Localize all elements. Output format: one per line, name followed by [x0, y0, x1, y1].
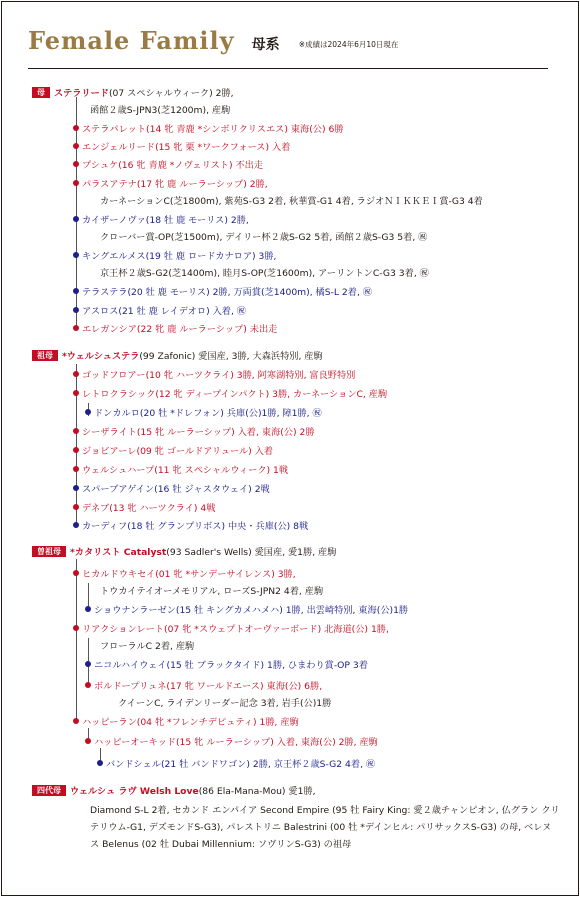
colt-dot-icon: [85, 606, 91, 612]
colt-dot-icon: [85, 409, 91, 415]
list-item-detail: フローラルC 2着, 産駒: [100, 641, 195, 652]
granddam-info: (99 Zafonic) 愛国産, 3勝, 大森浜特別, 産駒: [139, 351, 323, 362]
fourth-dam-row: [32, 785, 316, 798]
dam-row: [32, 87, 234, 100]
list-item: リアクションレート(07 牝 *スウェプトオーヴァーボード) 北海道(公) 1勝,: [73, 623, 389, 636]
granddam-row: [32, 350, 323, 363]
list-item: ニコルハイウェイ(15 牡 ブラックタイド) 1勝, ひまわり賞-OP 3着: [85, 659, 368, 672]
list-item-detail: トウカイテイオーメモリアル, ローズS-JPN2 4着, 産駒: [100, 586, 324, 597]
great-granddam-name: *カタリスト Catalyst: [70, 547, 167, 558]
colt-dot-icon: [85, 661, 91, 667]
list-item: カイザーノヴァ(18 牡 鹿 モーリス) 2勝,: [73, 214, 249, 227]
list-item: ステラパレット(14 牝 青鹿 *シンボリクリスエス) 東海(公) 6勝: [73, 123, 344, 136]
filly-dot-icon: [73, 125, 79, 131]
filly-dot-icon: [73, 161, 79, 167]
list-item: ボルドープリュネ(17 牝 ワールドエース) 東海(公) 6勝,: [85, 680, 322, 693]
list-item: ヒカルドウキセイ(01 牝 *サンデーサイレンス) 3勝,: [73, 568, 296, 581]
filly-dot-icon: [73, 466, 79, 472]
header: [28, 26, 398, 60]
list-item: エンジェルリード(15 牝 栗 *ワークフォース) 入着: [73, 141, 290, 154]
list-item: キングエルメス(19 牡 鹿 ロードカナロア) 3勝,: [73, 250, 276, 263]
list-item: ジョビアーレ(09 牝 ゴールドアリュール) 入着: [73, 445, 273, 458]
fourth-dam-info: (86 Ela-Mana-Mou) 愛1勝,: [198, 786, 316, 797]
list-item: ハッピーラン(04 牝 *フレンチデピュティ) 1勝, 産駒: [73, 716, 299, 729]
list-item: ゴッドフロアー(10 牝 ハーツクライ) 3勝, 阿寒湖特別, 富良野特別: [73, 369, 355, 382]
list-item: シーザライト(15 牝 ルーラーシップ) 入着, 東海(公) 2勝: [73, 426, 315, 439]
list-item-detail: クイーンC, ライデンリーダー記念 3着, 岩手(公)1勝: [118, 698, 332, 709]
great-granddam-row: [32, 546, 336, 559]
filly-dot-icon: [85, 682, 91, 688]
list-item: スパーブアゲイン(16 牡 ジャスタウェイ) 2戦: [73, 483, 270, 496]
great-granddam-info: (93 Sadler's Wells) 愛国産, 愛1勝, 産駒: [166, 547, 337, 558]
header-divider: [28, 68, 548, 69]
generation-badge: 曽祖母: [32, 546, 66, 557]
generation-badge: 四代母: [32, 785, 66, 796]
list-item: バンドシェル(21 牡 バンドワゴン) 2勝, 京王杯２歳S-G2 4着, ㊗: [97, 758, 375, 771]
list-item: エレガンシア(22 牝 鹿 ルーラーシップ) 未出走: [73, 323, 277, 336]
filly-dot-icon: [73, 390, 79, 396]
generation-badge: 母: [32, 87, 50, 98]
status-note: ※成績は2024年6月10日現在: [298, 40, 399, 49]
tree-line-catalyst: [76, 559, 77, 721]
filly-dot-icon: [73, 143, 79, 149]
colt-dot-icon: [73, 307, 79, 313]
list-item: レトロクラシック(12 牝 ディープインパクト) 3勝, カーネーションC, 産駒: [73, 388, 387, 401]
dam-detail: 函館２歳S-JPN3(芝1200m), 産駒: [90, 105, 231, 116]
colt-dot-icon: [73, 216, 79, 222]
filly-dot-icon: [73, 180, 79, 186]
filly-dot-icon: [73, 625, 79, 631]
dam-info: (07 スペシャルウィーク) 2勝,: [108, 88, 234, 99]
filly-dot-icon: [73, 428, 79, 434]
list-item-detail: クローバー賞-OP(芝1500m), デイリー杯２歳S-G2 5着, 函館２歳S-G3 5着, ㊗: [100, 232, 428, 243]
filly-dot-icon: [73, 570, 79, 576]
list-item: テラステラ(20 牡 鹿 モーリス) 2勝, 万両賞(芝1400m), 橘S-L 2着, ㊗: [73, 286, 372, 299]
colt-dot-icon: [97, 760, 103, 766]
list-item: ハッピーオーキッド(15 牝 ルーラーシップ) 入着, 東海(公) 2勝, 産駒: [85, 736, 378, 749]
list-item: カーディフ(18 牡 グランプリボス) 中央・兵庫(公) 8戦: [73, 520, 308, 533]
colt-dot-icon: [73, 522, 79, 528]
dam-name: ステラリード: [54, 88, 109, 99]
list-item: ショウナンラーゼン(15 牡 キングカメハメハ) 1勝, 出雲崎特別, 東海(公)1勝: [85, 604, 408, 617]
filly-dot-icon: [73, 371, 79, 377]
fourth-dam-name: ウェルシュ ラヴ Welsh Love: [70, 786, 199, 797]
list-item: パラスアテナ(17 牝 鹿 ルーラーシップ) 2勝,: [73, 178, 268, 191]
fourth-dam-detail: Diamond S-L 2着, セカンド エンパイア Second Empire (95 牡 Fairy King: 愛２歳チャンピオン, 仏グラン クリテリウム-G1, デズモンドS-G3), パレストリニ Balestrini (00 牡 *デインヒル: パリサックスS-G3) の母, ベレヌス Belenus (02 牡 Dubai Millennium: ソヴリンS-G3) の祖母: [90, 805, 560, 850]
colt-dot-icon: [73, 252, 79, 258]
list-item: アスロス(21 牡 鹿 レイデオロ) 入着, ㊗: [73, 305, 246, 318]
colt-dot-icon: [73, 288, 79, 294]
filly-dot-icon: [73, 718, 79, 724]
page-title-jp: 母系: [251, 37, 280, 53]
list-item-detail: カーネーションC(芝1800m), 紫苑S-G3 2着, 秋華賞-G1 4着, ラジオＮＩＫＫＥＩ賞-G3 4着: [100, 196, 483, 207]
filly-dot-icon: [73, 504, 79, 510]
list-item: プシュケ(16 牝 青鹿 *ノヴェリスト) 不出走: [73, 159, 263, 172]
filly-dot-icon: [73, 447, 79, 453]
filly-dot-icon: [85, 738, 91, 744]
list-item: デネブ(13 牝 ハーツクライ) 4戦: [73, 502, 215, 515]
page-title: Female Family: [28, 26, 235, 55]
granddam-name: *ウェルシュステラ: [62, 351, 140, 362]
colt-dot-icon: [73, 485, 79, 491]
list-item-detail: 京王杯２歳S-G2(芝1400m), 睦月S-OP(芝1600m), アーリントンC-G3 3着, ㊗: [100, 268, 429, 279]
filly-dot-icon: [73, 325, 79, 331]
list-item: ドンカルロ(20 牡 *ドレフォン) 兵庫(公)1勝, 障1勝, ㊗: [85, 407, 322, 420]
list-item: ウェルシュハープ(11 牝 スペシャルウィーク) 1戦: [73, 464, 288, 477]
generation-badge: 祖母: [32, 350, 58, 361]
